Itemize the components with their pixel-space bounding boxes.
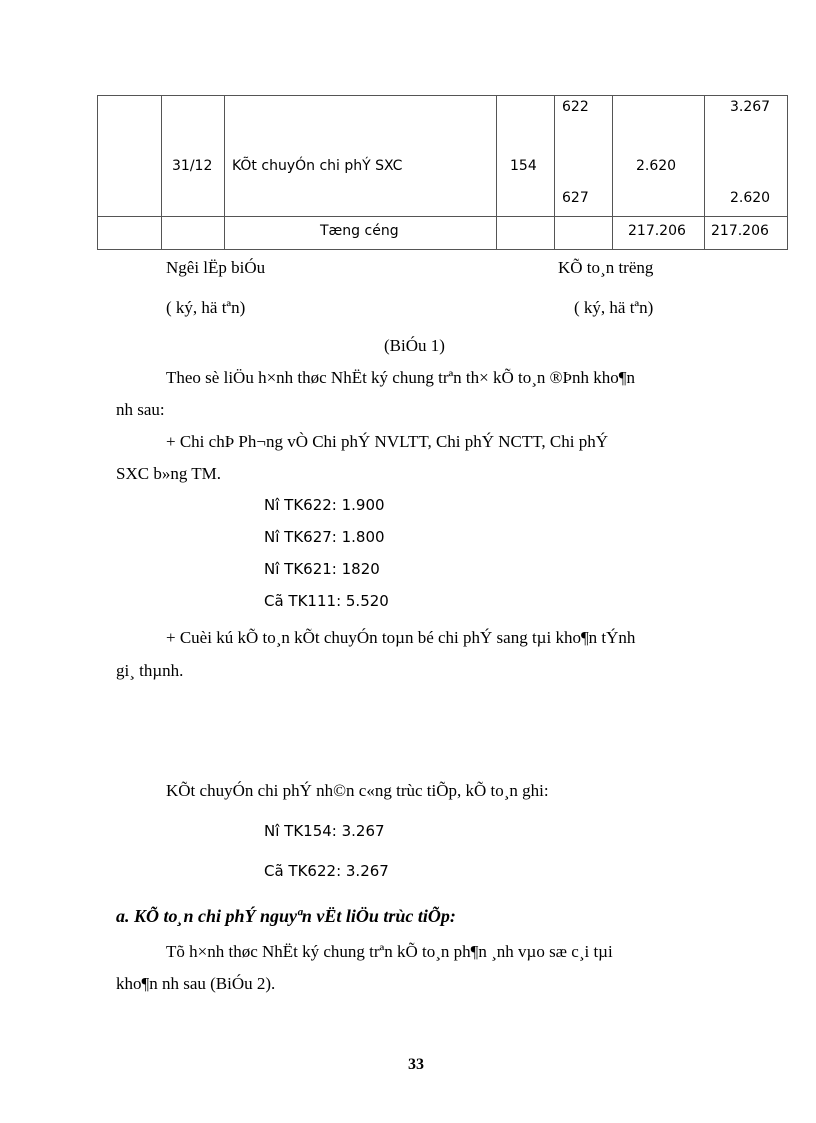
credit-amount-2-text: 2.620 — [730, 190, 771, 206]
journal-entry: Cã TK111: 5.520 — [264, 592, 389, 610]
paragraph-line: SXC b»ng TM. — [116, 464, 222, 483]
table-cell-debit-total — [613, 217, 705, 250]
table-cell-total-label — [225, 217, 497, 250]
credit-amount-1-text: 3.267 — [730, 99, 771, 115]
description-text: KÕt chuyÓn chi phÝ SXC — [232, 158, 403, 174]
table-cell-empty — [98, 96, 162, 217]
page-number: 33 — [408, 1056, 424, 1073]
table-cell-debit-account — [497, 96, 555, 217]
debit-amount-text: 2.620 — [636, 158, 677, 174]
credit-account-1-text: 622 — [562, 99, 589, 115]
debit-account-text: 154 — [510, 158, 537, 174]
paragraph-line: Theo sè liÖu h×nh thøc NhËt ký chung trªn th× kÕ to¸n ®Þnh kho¶n — [166, 368, 635, 387]
paragraph-line: kho¶n nh sau (BiÓu 2). — [116, 974, 276, 993]
credit-total-text: 217.206 — [711, 223, 769, 239]
paragraph-line: + Cuèi kú kÕ to¸n kÕt chuyÓn toµn bé chi phÝ sang tµi kho¶n tÝnh — [166, 628, 636, 647]
journal-entry: Nî TK621: 1820 — [264, 560, 380, 578]
signature-right-note: ( ký, hä tªn) — [574, 298, 654, 317]
table-cell-debit-amount — [613, 96, 705, 217]
date-text: 31/12 — [172, 158, 213, 174]
signature-right-title: KÕ to¸n trëng — [558, 258, 654, 277]
journal-entry: Cã TK622: 3.267 — [264, 862, 389, 880]
table-cell-description — [225, 96, 497, 217]
table-cell-empty — [497, 217, 555, 250]
table-cell-credit-amounts — [705, 96, 788, 217]
section-heading: a. KÕ to¸n chi phÝ nguyªn vËt liÖu trùc tiÕp: — [116, 906, 456, 926]
paragraph-line: gi¸ thµnh. — [116, 661, 184, 680]
signature-left-title: Ngêi lËp biÓu — [166, 258, 266, 277]
table-row — [98, 96, 788, 217]
table-cell-empty — [555, 217, 613, 250]
debit-total-text: 217.206 — [628, 223, 686, 239]
journal-entry: Nî TK622: 1.900 — [264, 496, 385, 514]
paragraph-line: nh sau: — [116, 400, 165, 419]
table-row-total — [98, 217, 788, 250]
table-cell-date — [162, 96, 225, 217]
paragraph-line: KÕt chuyÓn chi phÝ nh©n c«ng trùc tiÕp, kÕ to¸n ghi: — [166, 781, 549, 800]
table-cell-empty — [98, 217, 162, 250]
total-label: Tæng céng — [320, 223, 399, 239]
table-cell-credit-total — [705, 217, 788, 250]
ledger-table — [97, 95, 788, 250]
credit-account-2-text: 627 — [562, 190, 589, 206]
table-caption: (BiÓu 1) — [384, 336, 445, 355]
table-cell-credit-accounts — [555, 96, 613, 217]
paragraph-line: + Chi chÞ Ph¬ng vÒ Chi phÝ NVLTT, Chi phÝ NCTT, Chi phÝ — [166, 432, 608, 451]
paragraph-line: Tõ h×nh thøc NhËt ký chung trªn kÕ to¸n ph¶n ¸nh vµo sæ c¸i tµi — [166, 942, 613, 961]
table-cell-empty — [162, 217, 225, 250]
journal-entry: Nî TK627: 1.800 — [264, 528, 385, 546]
journal-entry: Nî TK154: 3.267 — [264, 822, 385, 840]
signature-left-note: ( ký, hä tªn) — [166, 298, 246, 317]
